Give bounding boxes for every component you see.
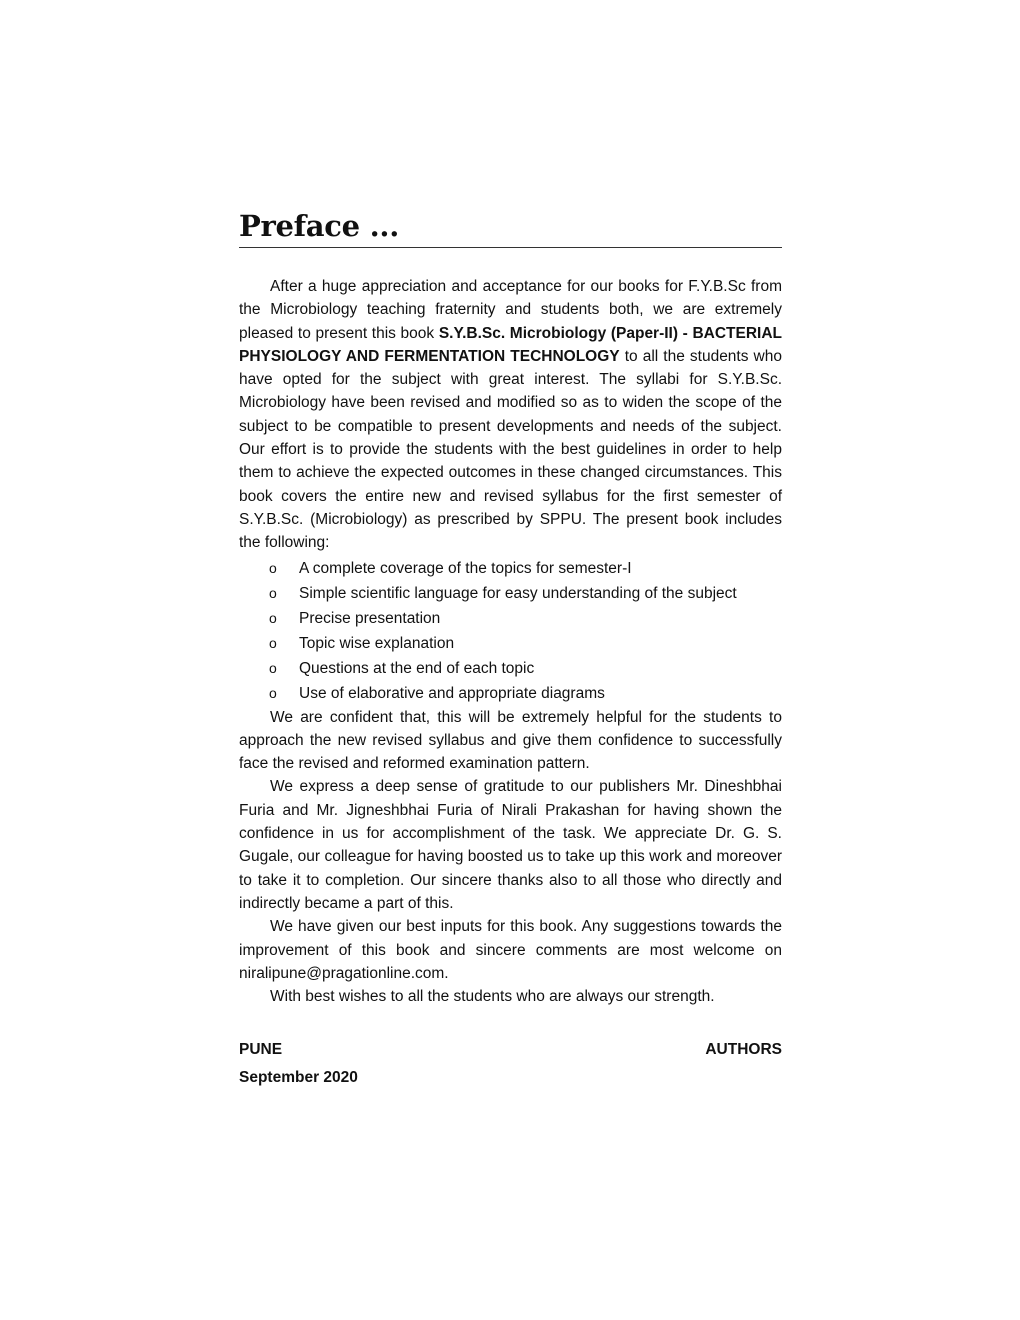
list-item-text: Questions at the end of each topic [299,659,535,677]
signoff-row [239,1038,782,1062]
signoff-date: September 2020 [239,1069,358,1087]
signoff-place: PUNE [239,1041,283,1059]
list-item [239,681,782,706]
book-title: S.Y.B.Sc. Microbiology (Paper-II) - BACTERIAL PHYSIOLOGY AND FERMENTATION TECHNOLOGY [239,324,782,365]
bullet-icon: o [269,559,277,576]
feature-list [239,556,782,706]
paragraph-gratitude: We express a deep sense of gratitude to our publishers Mr. Dineshbhai Furia and Mr. Jigneshbhai Furia of Nirali Prakashan for having shown the confidence in us for accomplishment of the task. We appreciate Dr. G. S. Gugale, our colleague for having boosted us to take up this work and moreover to take it to completion. Our sincere thanks also to all those who directly and indirectly became a part of this. [239,778,782,912]
paragraph-suggestions: We have given our best inputs for this book. Any suggestions towards the improvement of this book and sincere comments are most welcome on niralipune@pragationline.com. [239,918,782,982]
bullet-icon: o [269,584,277,601]
list-item [239,606,782,631]
signoff [239,1038,782,1090]
preface-body [239,275,782,1008]
bullet-icon: o [269,634,277,651]
list-item [239,656,782,681]
list-item-text: A complete coverage of the topics for semester-I [299,559,632,577]
paragraph-intro-start: After a huge appreciation and acceptance for our books for F.Y.B.Sc from the Microbiology teaching fraternity and students both, we are extremely pleased to present this book [239,278,782,342]
paragraph-wishes: With best wishes to all the students who are always our strength. [270,988,715,1006]
paragraph-intro [239,275,782,555]
signoff-authors: AUTHORS [705,1041,782,1059]
list-item-text: Precise presentation [299,609,441,627]
preface-page [239,205,782,1090]
list-item-text: Topic wise explanation [299,634,455,652]
bullet-icon: o [269,684,277,701]
bullet-icon: o [269,659,277,676]
list-item-text: Use of elaborative and appropriate diagrams [299,684,605,702]
list-item [239,581,782,606]
paragraph-confidence: We are confident that, this will be extremely helpful for the students to approach the new revised syllabus and give them confidence to successfully face the revised and reformed examination pattern. [239,708,782,773]
bullet-icon: o [269,609,277,626]
list-item [239,556,782,581]
list-item-text: Simple scientific language for easy understanding of the subject [299,584,737,602]
page-title: Preface ... [239,205,782,248]
list-item [239,631,782,656]
paragraph-intro-rest: to all the students who have opted for the subject with great interest. The syllabi for S.Y.B.Sc. Microbiology have been revised and modified so as to widen the scope of the subject to be compatible to present developments and needs of the subject. Our effort is to provide the students with the best guidelines in order to help them to achieve the expected outcomes in these changed circumstances. This book covers the entire new and revised syllabus for the first semester of S.Y.B.Sc. (Microbiology) as prescribed by SPPU. The present book includes the following: [239,347,782,552]
